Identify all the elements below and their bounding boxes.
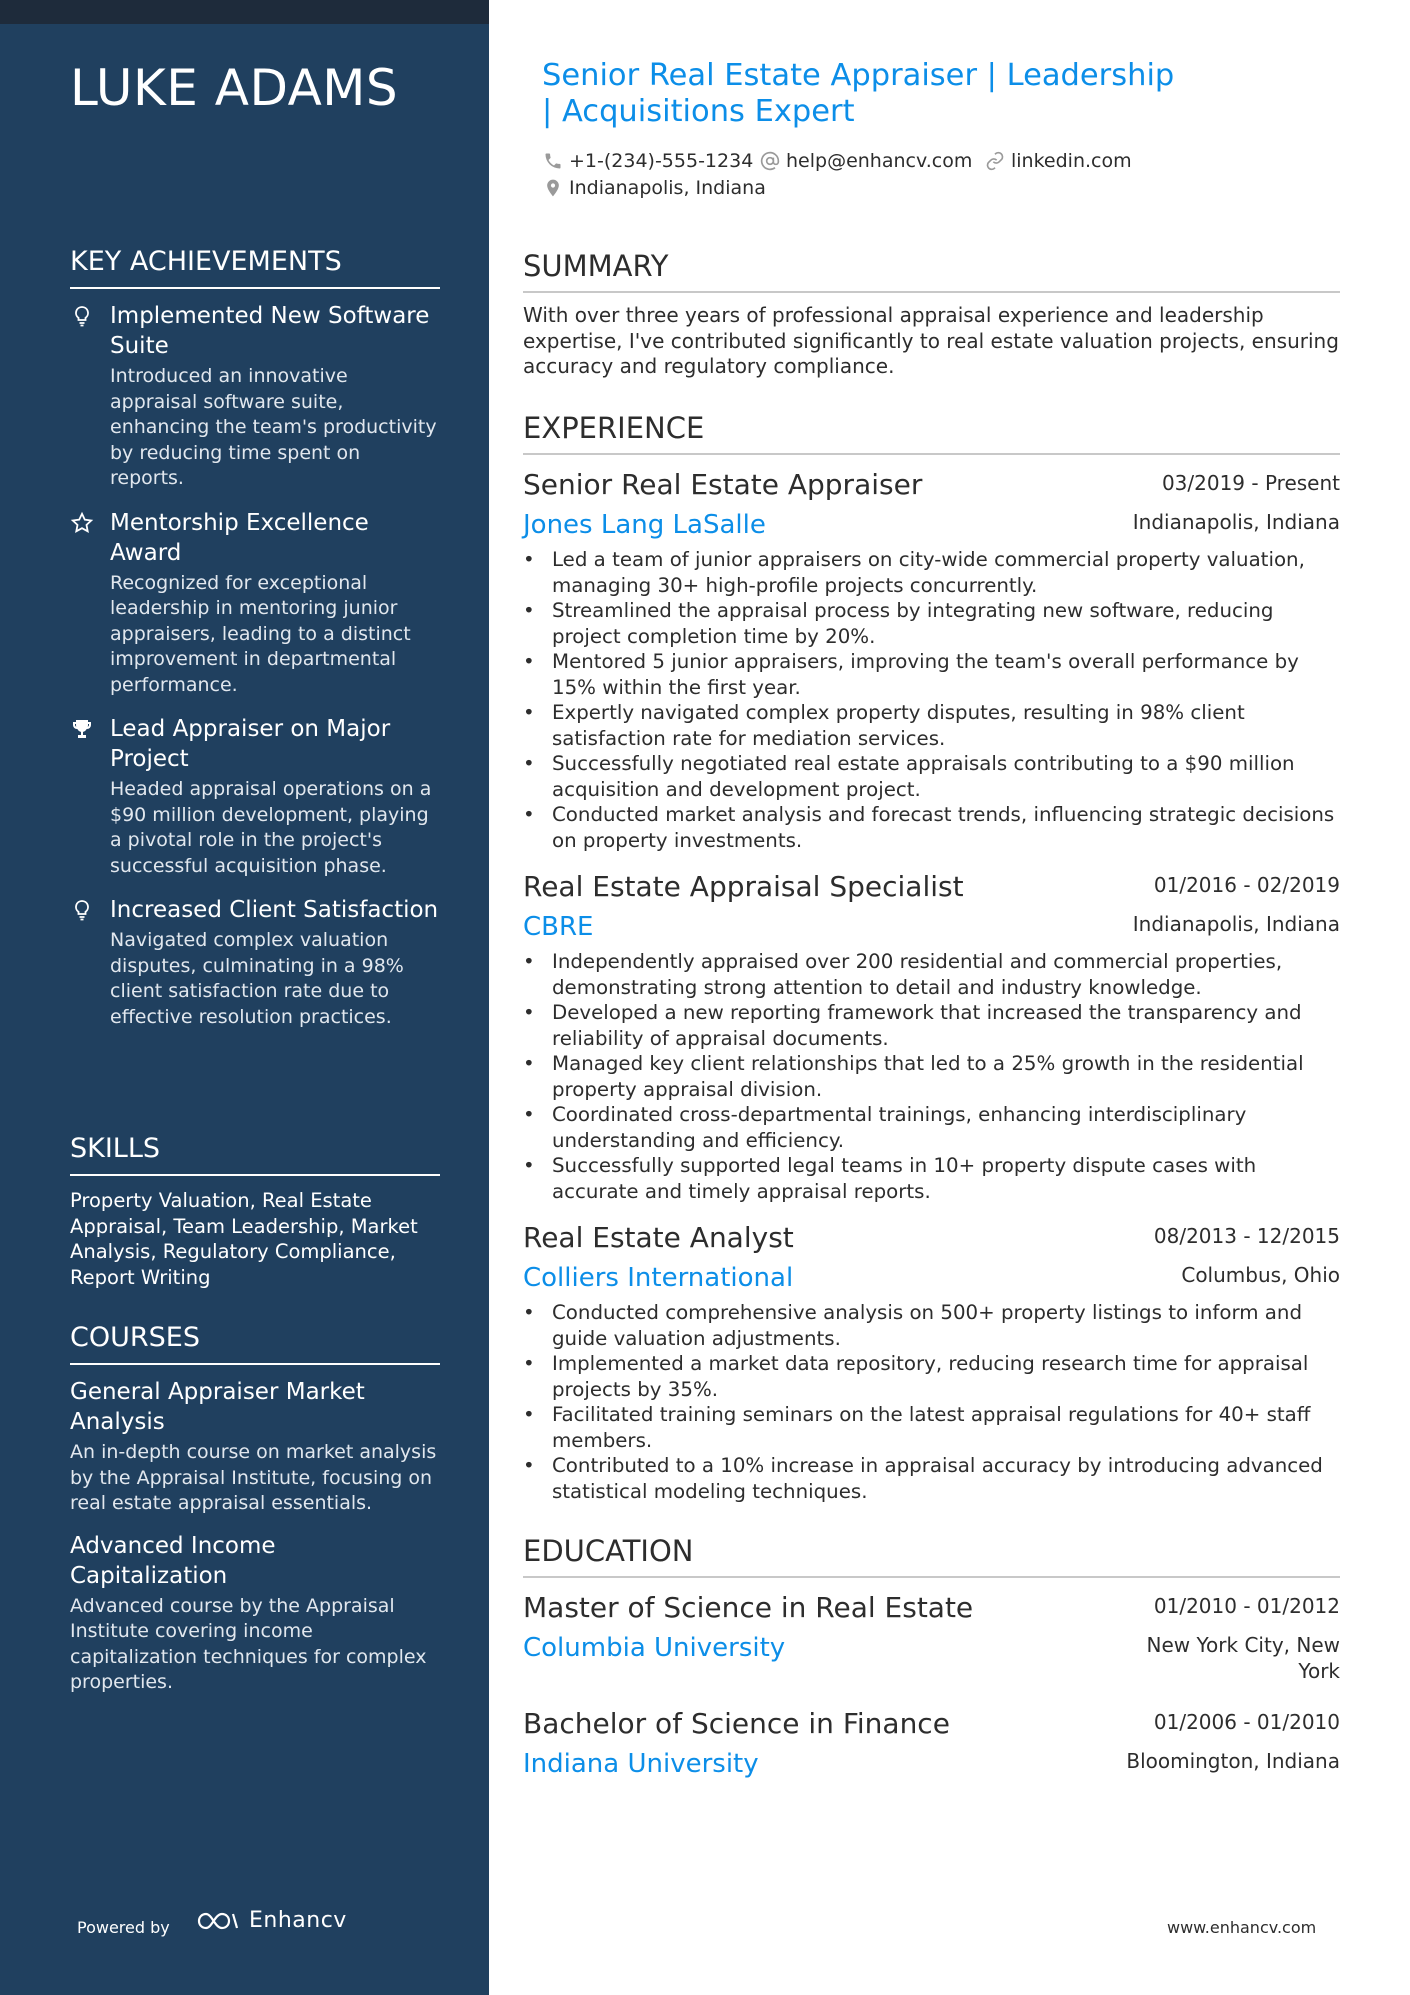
bullet-item: • Facilitated training seminars on the latest appraisal regulations for 40+ staff members.: [523, 1402, 1340, 1453]
location-text: Indianapolis, Indiana: [569, 177, 766, 199]
bullet-item: • Implemented a market data repository, reducing research time for appraisal projects by 35%.: [523, 1351, 1340, 1402]
summary-section: [523, 247, 1340, 380]
bullet-item: • Led a team of junior appraisers on city-wide commercial property valuation, managing 30+ high-profile projects concurrently.: [523, 547, 1340, 598]
achievement-title: Implemented New Software Suite: [110, 303, 430, 359]
trophy-icon: [70, 717, 94, 741]
footer-url[interactable]: www.enhancv.com: [1167, 1918, 1317, 1937]
summary-title: SUMMARY: [523, 247, 1340, 293]
job-bullets: [523, 547, 1340, 853]
education-entry: [523, 1588, 1340, 1682]
location-pin-icon: [543, 178, 563, 198]
achievement-item: [70, 895, 440, 1030]
contact-email[interactable]: [760, 148, 972, 174]
bullet-item: • Streamlined the appraisal process by integrating new software, reducing project completion time by 20%.: [523, 598, 1340, 649]
degree-title: Master of Science in Real Estate: [523, 1591, 974, 1624]
achievement-title: Lead Appraiser on Major Project: [110, 716, 391, 772]
job-entry: [523, 1218, 1340, 1504]
lightbulb-icon: [70, 898, 94, 922]
school-location: Bloomington, Indiana: [1126, 1749, 1340, 1773]
job-title: Real Estate Appraisal Specialist: [523, 870, 964, 903]
job-dates: 03/2019 - Present: [1161, 471, 1340, 495]
enhancv-logo[interactable]: [195, 1908, 347, 1933]
school-name: Columbia University: [523, 1633, 786, 1663]
bullet-item: • Mentored 5 junior appraisers, improving the team's overall performance by 15% within the first year.: [523, 649, 1340, 700]
courses-title: COURSES: [70, 1320, 440, 1365]
enhancv-brand: Enhancv: [249, 1908, 347, 1933]
enhancv-logo-icon: [195, 1909, 241, 1933]
company-name: Colliers International: [523, 1263, 794, 1293]
phone-text: +1-(234)-555-1234: [569, 150, 754, 172]
bullet-item: • Conducted market analysis and forecast trends, influencing strategic decisions on property investments.: [523, 802, 1340, 853]
education-section: [523, 1532, 1340, 1798]
achievement-title: Increased Client Satisfaction: [110, 897, 439, 923]
achievement-item: [70, 508, 440, 699]
phone-icon: [543, 151, 563, 171]
achievements-title: KEY ACHIEVEMENTS: [70, 244, 440, 289]
education-dates: 01/2010 - 01/2012: [1153, 1594, 1340, 1618]
skills-title: SKILLS: [70, 1131, 440, 1176]
bullet-item: • Successfully supported legal teams in 10+ property dispute cases with accurate and timely appraisal reports.: [523, 1153, 1340, 1204]
email-text: help@enhancv.com: [786, 150, 973, 172]
sidebar: [0, 0, 489, 1995]
course-desc: An in-depth course on market analysis by the Appraisal Institute, focusing on real estate appraisal essentials.: [70, 1441, 437, 1514]
school-name: Indiana University: [523, 1749, 759, 1779]
experience-section: [523, 409, 1340, 1518]
bullet-item: • Coordinated cross-departmental trainings, enhancing interdisciplinary understanding and efficiency.: [523, 1102, 1340, 1153]
job-dates: 01/2016 - 02/2019: [1153, 873, 1340, 897]
bullet-item: • Managed key client relationships that led to a 25% growth in the residential property appraisal division.: [523, 1051, 1340, 1102]
job-dates: 08/2013 - 12/2015: [1153, 1224, 1340, 1248]
education-entry: [523, 1704, 1340, 1784]
summary-text: With over three years of professional appraisal experience and leadership expertise, I've contributed significantly to real estate valuation projects, ensuring accuracy and regulatory compliance.: [523, 303, 1339, 378]
job-location: Columbus, Ohio: [1181, 1263, 1340, 1287]
linkedin-text: linkedin.com: [1011, 150, 1132, 172]
skills-section: [70, 1131, 440, 1290]
contact-linkedin[interactable]: [985, 148, 1132, 174]
job-location: Indianapolis, Indiana: [1132, 510, 1340, 534]
achievement-desc: Introduced an innovative appraisal software suite, enhancing the team's productivity by reducing time spent on reports.: [110, 365, 437, 489]
course-item: [70, 1377, 440, 1517]
course-item: [70, 1531, 440, 1696]
sidebar-top-band: [0, 0, 489, 24]
bullet-item: • Contributed to a 10% increase in appraisal accuracy by introducing advanced statistical modeling techniques.: [523, 1453, 1340, 1504]
job-location: Indianapolis, Indiana: [1132, 912, 1340, 936]
bullet-item: • Developed a new reporting framework that increased the transparency and reliability of appraisal documents.: [523, 1000, 1340, 1051]
achievement-item: [70, 714, 440, 879]
headline: Senior Real Estate Appraiser | Leadership | Acquisitions Expert: [542, 58, 1175, 129]
job-title: Real Estate Analyst: [523, 1221, 794, 1254]
star-icon: [70, 511, 94, 535]
achievement-desc: Recognized for exceptional leadership in mentoring junior appraisers, leading to a distinct improvement in departmental performance.: [110, 571, 411, 696]
skills-list: Property Valuation, Real Estate Appraisal, Team Leadership, Market Analysis, Regulatory Compliance, Report Writing: [70, 1189, 418, 1289]
job-title: Senior Real Estate Appraiser: [523, 468, 923, 501]
contact-phone[interactable]: [543, 148, 753, 174]
course-title: General Appraiser Market Analysis: [70, 1379, 365, 1435]
course-title: Advanced Income Capitalization: [70, 1532, 276, 1589]
achievement-title: Mentorship Excellence Award: [110, 509, 369, 566]
link-icon: [985, 151, 1005, 171]
school-location: New York City, New York: [1146, 1633, 1340, 1683]
education-dates: 01/2006 - 01/2010: [1153, 1710, 1340, 1734]
job-bullets: [523, 1300, 1340, 1504]
courses-section: [70, 1320, 440, 1710]
candidate-name: LUKE ADAMS: [70, 59, 399, 117]
degree-title: Bachelor of Science in Finance: [523, 1707, 950, 1740]
bullet-item: • Independently appraised over 200 residential and commercial properties, demonstrating strong attention to detail and industry knowledge.: [523, 949, 1340, 1000]
powered-by-label: Powered by: [77, 1918, 170, 1937]
job-entry: [523, 867, 1340, 1204]
education-title: EDUCATION: [523, 1532, 1340, 1578]
achievement-desc: Headed appraisal operations on a $90 million development, playing a pivotal role in the project's successful acquisition phase.: [110, 778, 432, 877]
achievement-desc: Navigated complex valuation disputes, culminating in a 98% client satisfaction rate due to effective resolution practices.: [110, 929, 404, 1028]
job-bullets: [523, 949, 1340, 1204]
bullet-item: • Conducted comprehensive analysis on 500+ property listings to inform and guide valuation adjustments.: [523, 1300, 1340, 1351]
lightbulb-icon: [70, 304, 94, 328]
company-name: CBRE: [523, 912, 594, 942]
course-desc: Advanced course by the Appraisal Institute covering income capitalization techniques for complex properties.: [70, 1594, 427, 1693]
contact-location: [543, 175, 766, 201]
achievement-item: [70, 301, 440, 492]
bullet-item: • Successfully negotiated real estate appraisals contributing to a $90 million acquisition and development project.: [523, 751, 1340, 802]
company-name: Jones Lang LaSalle: [523, 510, 766, 540]
at-icon: [760, 151, 780, 171]
job-entry: [523, 465, 1340, 853]
achievements-section: [70, 244, 440, 1046]
experience-title: EXPERIENCE: [523, 409, 1340, 455]
bullet-item: • Expertly navigated complex property disputes, resulting in 98% client satisfaction rate for mediation services.: [523, 700, 1340, 751]
